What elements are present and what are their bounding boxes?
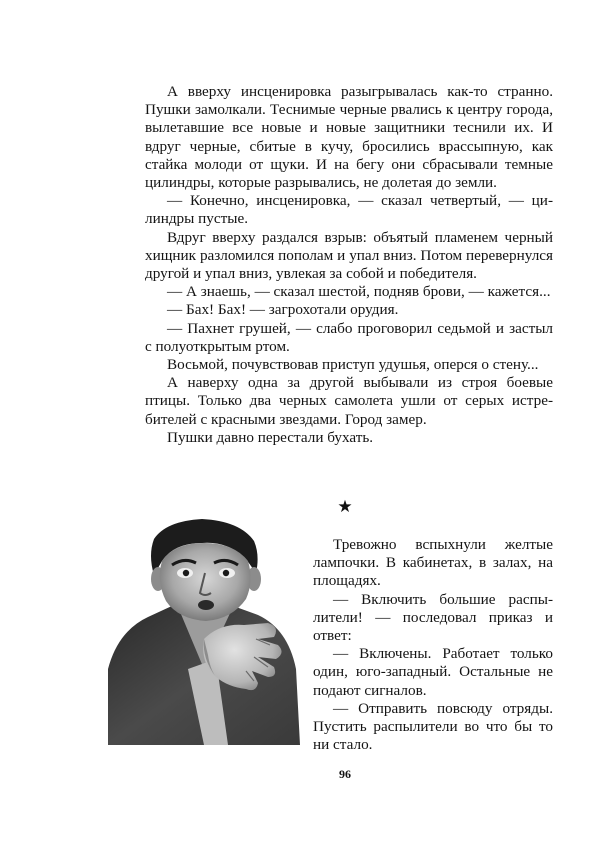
side-text-block [313, 536, 553, 754]
paragraph: А вверху инсценировка разыгрывалась как-то странно. Пушки замолкали. Теснимые черные рвались к центру города, вылетавшие все новые и новые защитники теснили их. И вдруг черные, сбитые в кучу, бросились врассыпную, как стайка молоди от щуки. И на бегу они сбрасывали темные цилиндры, которые разрывались, не долетая до земли. [145, 83, 553, 192]
paragraph: Восьмой, почувствовав приступ удушья, оперся о стену... [167, 356, 539, 374]
main-text-block [145, 83, 553, 447]
paragraph: А наверху одна за другой выбывали из строя боевые птицы. Только два черных самолета ушли от серых истребителей с красными звездами. Город замер. [145, 374, 553, 428]
paragraph: — А знаешь, — сказал шестой, подняв брови, — кажется... [167, 283, 551, 301]
paragraph: — Конечно, инсценировка, — сказал четвертый, — цилиндры пустые. [145, 192, 553, 228]
illustration-photo-man [108, 519, 300, 745]
page-number: 96 [339, 767, 351, 781]
paragraph: Пушки давно перестали бухать. [167, 428, 374, 446]
section-separator-star: ★ [337, 497, 353, 517]
paragraph: — Бах! Бах! — загрохотали орудия. [167, 301, 399, 319]
paragraph: — Включить большие распылители! — последовал приказ и ответ: [313, 590, 553, 645]
paragraph: — Отправить повсюду отряды. Пустить распылители во что бы то ни стало. [313, 699, 553, 754]
paragraph: — Пахнет грушей, — слабо проговорил седьмой и застыл с полуоткрытым ртом. [145, 319, 553, 355]
paragraph: — Включены. Работает только один, юго-западный. Остальные не подают сигналов. [313, 645, 553, 699]
paragraph: Тревожно вспыхнули желтые лампочки. В кабинетах, в залах, на площадях. [313, 536, 553, 590]
paragraph: Вдруг вверху раздался взрыв: объятый пламенем черный хищник разломился пополам и упал вниз. Потом перевернулся другой и упал вниз, увлекая за собой и победителя. [145, 228, 553, 283]
